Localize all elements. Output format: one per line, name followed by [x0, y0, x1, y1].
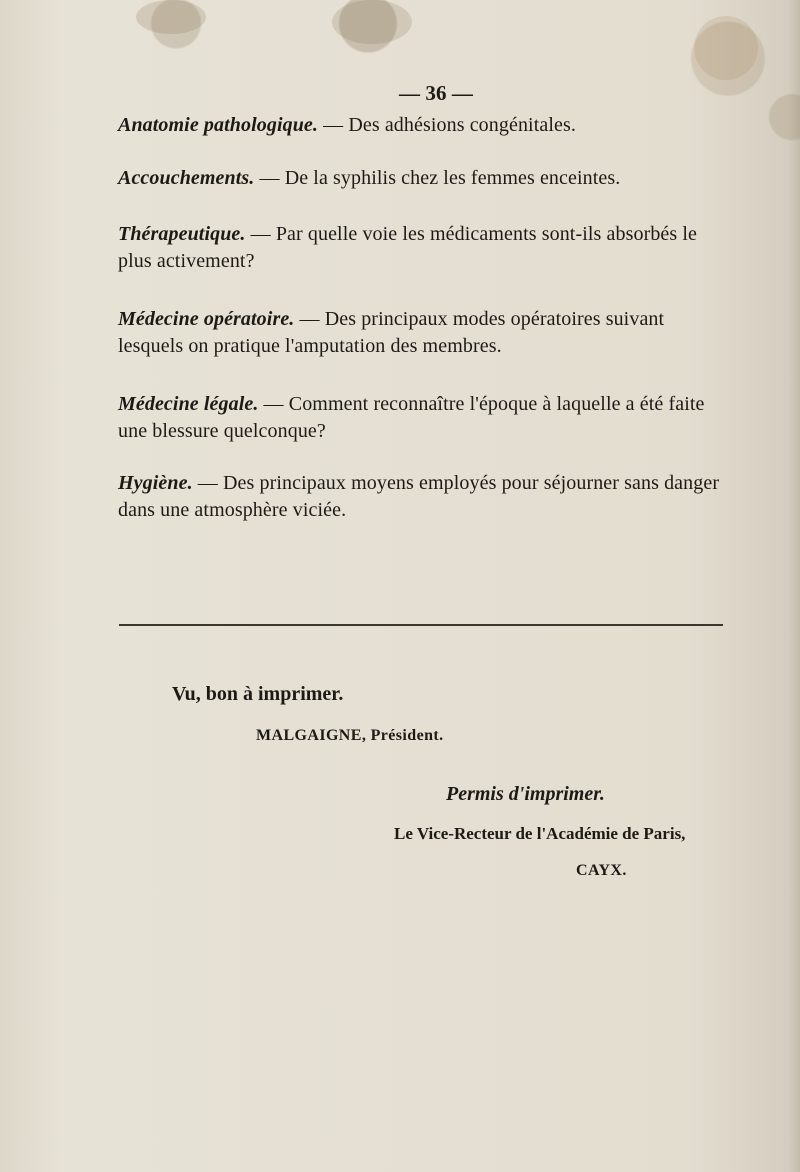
permit-line: Permis d'imprimer. — [446, 783, 605, 805]
paper-stain — [136, 0, 206, 34]
section-divider — [119, 624, 723, 626]
paper-stain — [332, 0, 412, 44]
entry-accouchements — [118, 165, 730, 192]
paper-stain — [694, 16, 758, 80]
entry-body: — Par quelle voie les médicaments sont-ils absorbés le plus activement? — [118, 223, 698, 272]
entry-body: — Comment reconnaître l'époque à laquelle a été faite une blessure quelconque? — [118, 393, 705, 442]
entry-body: — Des adhésions congénitales. — [318, 114, 576, 136]
page-edge — [788, 0, 800, 1172]
permit-authority: Le Vice-Recteur de l'Académie de Paris, — [394, 824, 686, 843]
approval-line: Vu, bon à imprimer. — [172, 683, 344, 705]
entry-medecine-legale — [118, 391, 730, 445]
entry-title: Accouchements. — [118, 167, 255, 189]
entry-body: — Des principaux modes opératoires suivant lesquels on pratique l'amputation des membres. — [118, 308, 665, 357]
entry-body: — Des principaux moyens employés pour séjourner sans danger dans une atmosphère viciée. — [118, 472, 720, 521]
page-number: — 36 — — [398, 81, 474, 105]
entry-anatomie — [118, 112, 730, 139]
entry-medecine-operatoire — [118, 306, 730, 360]
president-signature: MALGAIGNE, Président. — [256, 727, 444, 744]
entry-title: Thérapeutique. — [118, 223, 246, 245]
entry-therapeutique — [118, 221, 730, 275]
permit-name: CAYX. — [576, 862, 627, 879]
entry-title: Médecine opératoire. — [118, 308, 295, 330]
entry-title: Médecine légale. — [118, 393, 259, 415]
entry-title: Anatomie pathologique. — [118, 114, 319, 136]
entry-title: Hygiène. — [118, 472, 193, 494]
entry-body: — De la syphilis chez les femmes enceintes. — [254, 167, 621, 189]
entry-hygiene — [118, 470, 730, 524]
